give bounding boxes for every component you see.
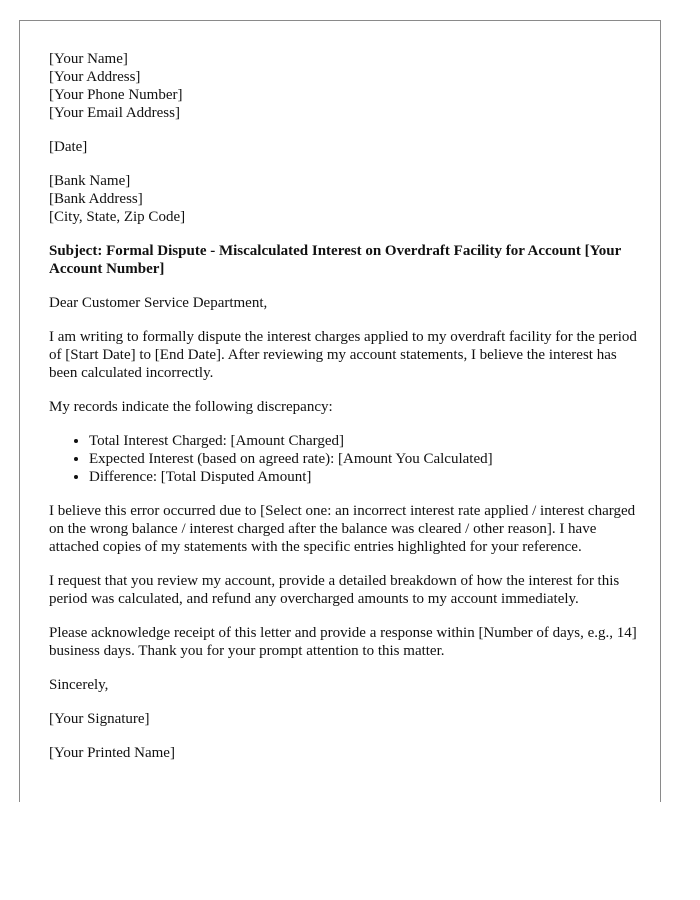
sender-name: [Your Name]: [49, 51, 128, 67]
discrepancy-item-total-charged: • Total Interest Charged: [Amount Charged]: [89, 432, 639, 450]
sender-email: [Your Email Address]: [49, 105, 180, 121]
printed-name: [Your Printed Name]: [49, 745, 175, 761]
salutation: Dear Customer Service Department,: [49, 295, 268, 311]
discrepancy-item-expected: • Expected Interest (based on agreed rate): [Amount You Calculated]: [89, 450, 639, 468]
discrepancy-item-difference: • Difference: [Total Disputed Amount]: [89, 468, 639, 486]
letter-content: [49, 50, 639, 778]
intro-paragraph: I am writing to formally dispute the interest charges applied to my overdraft facility for the period of [Start Date] to [End Date]. After reviewing my account statements, I believe the interest has been calculated incorrectly.: [49, 329, 637, 381]
sender-phone: [Your Phone Number]: [49, 87, 183, 103]
letter-date: [Date]: [49, 139, 88, 155]
bank-city-state-zip: [City, State, Zip Code]: [49, 209, 186, 225]
cause-paragraph: I believe this error occurred due to [Select one: an incorrect interest rate applied / interest charged on the wrong balance / interest charged after the balance was cleared / other reason]. I have attached copies of my statements with the specific entries highlighted for your reference.: [49, 503, 636, 555]
signature: [Your Signature]: [49, 711, 150, 727]
bank-address: [Bank Address]: [49, 191, 143, 207]
request-paragraph: I request that you review my account, provide a detailed breakdown of how the interest for this period was calculated, and refund any overcharged amounts to my account immediately.: [49, 573, 620, 607]
subject-line: Subject: Formal Dispute - Miscalculated Interest on Overdraft Facility for Account [Your Account Number]: [49, 243, 621, 277]
closing: Sincerely,: [49, 677, 109, 693]
recipient-block: [49, 172, 639, 226]
sender-address: [Your Address]: [49, 69, 141, 85]
discrepancy-list: [49, 432, 639, 486]
acknowledge-paragraph: Please acknowledge receipt of this letter and provide a response within [Number of days, e.g., 14] business days. Thank you for your prompt attention to this matter.: [49, 625, 637, 659]
records-paragraph: My records indicate the following discrepancy:: [49, 399, 333, 415]
sender-block: [49, 50, 639, 122]
letter-page: [19, 20, 661, 802]
bank-name: [Bank Name]: [49, 173, 131, 189]
date-block: [49, 138, 639, 156]
